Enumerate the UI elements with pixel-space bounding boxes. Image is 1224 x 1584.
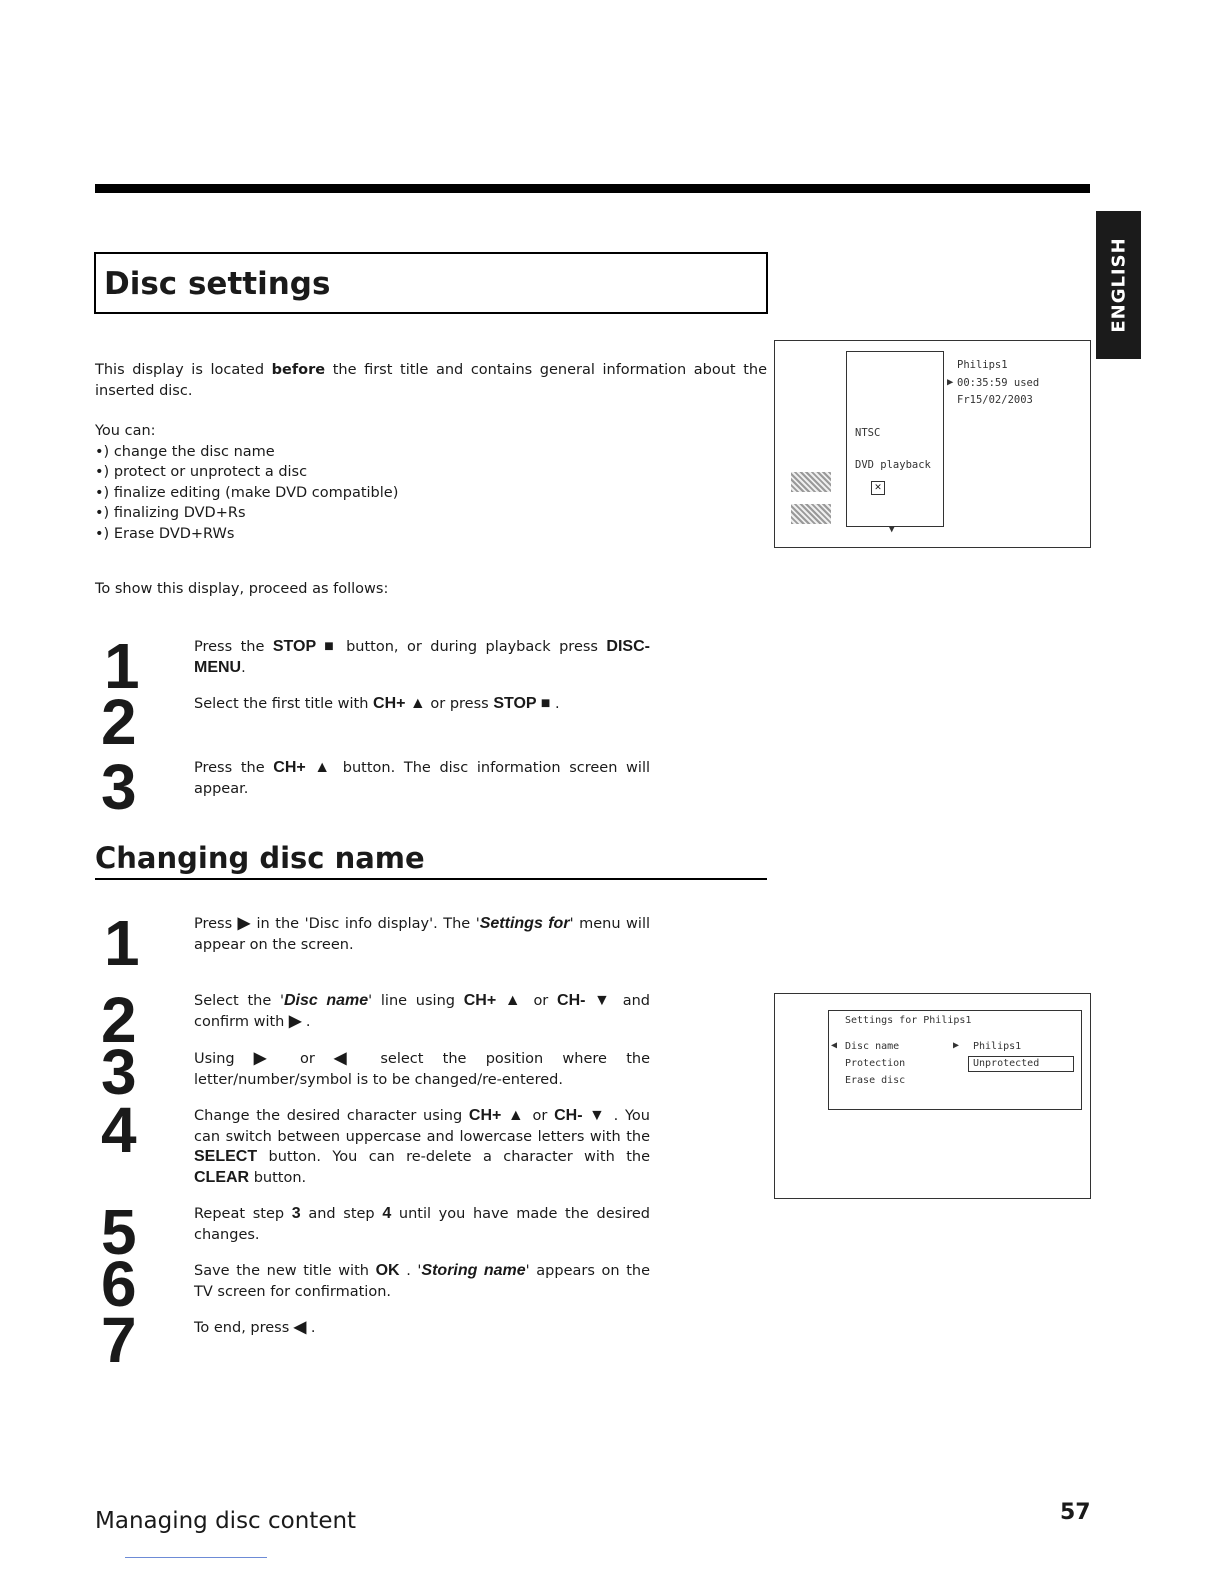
cursor-arrow-icon: ◀ [831,1040,838,1051]
title-thumbnail [791,504,831,524]
top-rule [95,184,1090,193]
disc-icon: ✕ [871,481,885,495]
section-title: Changing disc name [95,841,425,875]
step-text: Select the 'Disc name' line using CH+ ▲ or CH- ▼ and confirm with ▶ . [194,992,651,1030]
language-tab-label: ENGLISH [1108,237,1129,333]
disc-date: Fr15/02/2003 [957,394,1033,406]
you-can-label: You can: [95,423,156,439]
page-title: Disc settings [104,266,331,302]
used-time: 00:35:59 used [957,377,1040,389]
step-number: 2 [101,686,137,758]
step-text: Press ▶ in the 'Disc info display'. The 'Settings for' menu will appear on the screen. [194,915,651,953]
step-text: Select the first title with CH+ ▲ or press STOP ■ . [194,695,560,712]
footer-line [125,1557,267,1558]
list-item: •) finalizing DVD+Rs [95,505,246,521]
protection-value: Unprotected [968,1056,1074,1072]
step-text: Press the STOP ■ button, or during playback press DISC-MENU. [194,638,650,676]
step-number: 1 [104,907,140,979]
step-number: 5 [101,1196,137,1268]
disc-info-screen [774,340,1091,548]
page-number: 57 [1060,1500,1091,1525]
intro-text-bold: before [271,362,326,378]
step-text: Change the desired character using CH+ ▲ or CH- ▼ . You can switch between uppercase and lowercase letters with the SELECT button. You can re-delete a character with the CLEAR button. [194,1107,650,1186]
step-text: Repeat step 3 and step 4 until you have made the desired changes. [194,1205,650,1243]
title-box [94,252,768,314]
list-item: •) finalize editing (make DVD compatible) [95,484,399,501]
step-number: 6 [101,1248,137,1320]
title-thumbnail [791,472,831,492]
play-marker-icon: ▶ [947,376,954,388]
step-text: Using ▶ or ◀ select the position where the letter/number/symbol is to be changed/re-entered. [194,1050,650,1088]
playback-mode: DVD playback [855,459,931,471]
disc-name-value: Philips1 [973,1041,1022,1052]
proceed-text: To show this display, proceed as follows: [95,581,389,597]
step-text: To end, press ◀ . [194,1319,316,1336]
section-heading [95,838,767,880]
step-text: Press the CH+ ▲ button. The disc information screen will appear. [194,759,650,797]
list-item: •) change the disc name [95,443,275,460]
menu-item-erase-disc: Erase disc [845,1075,906,1086]
disc-info-panel [846,351,944,527]
language-tab [1096,211,1141,359]
menu-item-disc-name: Disc name [845,1041,900,1052]
footer-section-name: Managing disc content [95,1508,357,1534]
settings-heading: Settings for Philips1 [845,1015,972,1026]
step-number: 3 [101,1036,137,1108]
step-number: 3 [101,751,137,823]
menu-item-protection: Protection [845,1058,906,1069]
step-number: 1 [104,630,140,702]
step-number: 2 [101,984,137,1056]
intro-text-a: This display is located [95,362,272,378]
step-number: 4 [101,1094,137,1166]
list-item: •) Erase DVD+RWs [95,525,235,542]
step-text: Save the new title with OK . 'Storing name' appears on the TV screen for confirmation. [194,1262,650,1300]
disc-name-display: Philips1 [957,359,1008,371]
tv-standard: NTSC [855,427,881,439]
value-arrow-icon: ▶ [953,1040,960,1051]
step-number: 7 [101,1304,137,1376]
feature-list [95,442,495,545]
scroll-down-icon: ▼ [889,525,895,535]
you-can-block [95,421,495,544]
intro-text-c: the first title and contains general information about the inserted disc. [95,362,767,399]
intro-paragraph [95,360,767,401]
settings-screen [774,993,1091,1199]
list-item: •) protect or unprotect a disc [95,464,308,480]
